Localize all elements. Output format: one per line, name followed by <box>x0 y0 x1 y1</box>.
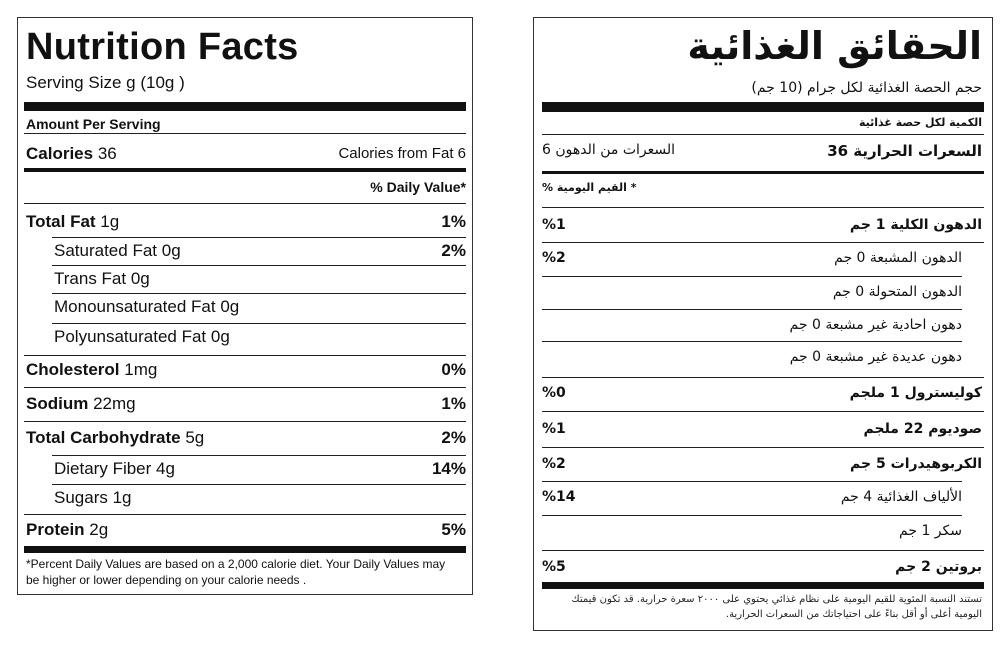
nutrient-label-arabic: بروتين 2 جم <box>895 559 982 575</box>
nutrient-label: Total Carbohydrate <box>26 428 186 447</box>
divider <box>24 514 466 515</box>
calories-arabic: السعرات الحرارية 36 <box>827 142 982 160</box>
divider <box>542 411 984 412</box>
footnote-arabic: تستند النسبة المئوية للقيم اليومية على نظام غذائي يحتوي على ٢٠٠٠ سعرة حرارية. قد تكون قيمتك اليومية أعلى أو أقل بناءً على احتياجاتك من السعرات الحرارية. <box>571 594 982 620</box>
nutrient-row-cholesterol <box>26 360 466 380</box>
divider <box>542 550 984 551</box>
divider <box>542 481 962 482</box>
nutrition-label-english <box>17 17 473 595</box>
nutrient-label: Total Fat <box>26 212 101 231</box>
nutrient-row-total-carbohydrate <box>26 428 466 448</box>
nutrient-label: Polyunsaturated Fat <box>54 327 211 346</box>
nutrient-row-protein <box>26 520 466 540</box>
nutrient-amount: 5g <box>185 428 205 447</box>
nutrient-label-arabic: الدهون المشبعة 0 جم <box>834 250 962 266</box>
nutrient-dv: 1% <box>441 394 466 413</box>
nutrient-label-arabic: سكر 1 جم <box>899 523 962 539</box>
nutrient-amount: 2g <box>89 520 109 539</box>
nutrient-row-dietary-fiber <box>54 459 466 479</box>
nutrient-amount: 1mg <box>124 360 158 379</box>
nutrient-amount: 1g <box>100 212 120 231</box>
nutrient-label-arabic: الدهون الكلية 1 جم <box>849 217 982 233</box>
nutrient-dv: 5% <box>441 520 466 539</box>
daily-value-header: % Daily Value* <box>370 179 466 195</box>
nutrient-amount: 4g <box>156 459 175 478</box>
calories-label: Calories <box>26 144 98 163</box>
divider <box>542 515 962 516</box>
nutrient-dv-arabic: %0 <box>542 385 566 401</box>
medium-divider <box>24 168 466 172</box>
divider <box>542 276 962 277</box>
nutrient-label-arabic: الكربوهيدرات 5 جم <box>850 456 982 472</box>
nutrient-label-arabic: كوليسترول 1 ملجم <box>849 385 982 401</box>
divider <box>24 133 466 134</box>
nutrient-amount: 22mg <box>93 394 136 413</box>
nutrient-label-arabic: صوديوم 22 ملجم <box>863 421 982 437</box>
nutrient-label: Dietary Fiber <box>54 459 157 478</box>
thick-divider <box>542 102 984 112</box>
divider <box>542 134 984 135</box>
calories-value: 36 <box>97 144 117 163</box>
nutrient-label-arabic: دهون احادية غير مشبعة 0 جم <box>789 317 962 333</box>
divider <box>52 293 466 294</box>
divider <box>24 387 466 388</box>
serving-size: Serving Size g (10g ) <box>26 73 185 92</box>
nutrient-amount: 1g <box>112 488 132 507</box>
divider <box>542 309 962 310</box>
thick-divider <box>24 546 466 553</box>
label-title: Nutrition Facts <box>26 26 299 68</box>
nutrient-dv: 0% <box>441 360 466 379</box>
calories-row <box>26 144 466 164</box>
divider <box>542 207 984 208</box>
nutrient-dv: 1% <box>441 212 466 231</box>
nutrient-row-trans-fat <box>54 269 466 289</box>
calories-from-fat: Calories from Fat 6 <box>338 145 466 162</box>
divider <box>52 237 466 238</box>
divider <box>24 203 466 204</box>
thick-divider <box>24 102 466 111</box>
medium-divider <box>542 171 984 174</box>
divider <box>542 242 984 243</box>
nutrient-dv: 14% <box>431 459 466 478</box>
nutrition-label-arabic <box>533 17 993 631</box>
amount-per-serving: Amount Per Serving <box>26 116 161 132</box>
nutrient-row-saturated-fat <box>54 241 466 261</box>
nutrient-amount: 0g <box>130 269 150 288</box>
amount-per-serving-arabic: الكمية لكل حصة غذائية <box>858 116 982 129</box>
nutrient-amount: 0g <box>161 241 181 260</box>
divider <box>24 421 466 422</box>
nutrient-label: Sodium <box>26 394 94 413</box>
nutrient-amount: 0g <box>220 297 240 316</box>
nutrient-dv-arabic: %2 <box>542 456 566 472</box>
serving-size-arabic: حجم الحصة الغذائية لكل جرام (10 جم) <box>751 80 982 96</box>
divider <box>542 377 984 378</box>
nutrient-dv-arabic: %1 <box>542 217 566 233</box>
nutrient-row-sugars <box>54 488 466 508</box>
nutrient-label: Cholesterol <box>26 360 125 379</box>
divider <box>52 484 466 485</box>
calories-from-fat-arabic: السعرات من الدهون 6 <box>542 142 676 158</box>
nutrient-row-polyunsaturated-fat <box>54 327 466 347</box>
divider <box>24 355 466 356</box>
divider <box>52 323 466 324</box>
thick-divider <box>542 582 984 589</box>
divider <box>542 447 984 448</box>
nutrient-dv: 2% <box>441 428 466 447</box>
nutrient-row-sodium <box>26 394 466 414</box>
nutrient-label: Sugars <box>54 488 113 507</box>
nutrient-label-arabic: دهون عديدة غير مشبعة 0 جم <box>789 349 962 365</box>
nutrient-dv-arabic: %1 <box>542 421 566 437</box>
nutrient-label: Saturated Fat <box>54 241 162 260</box>
nutrient-label: Trans Fat <box>54 269 131 288</box>
nutrient-dv-arabic: %14 <box>542 489 576 505</box>
nutrient-label: Protein <box>26 520 90 539</box>
nutrient-dv: 2% <box>441 241 466 260</box>
divider <box>542 341 962 342</box>
nutrient-row-monounsaturated-fat <box>54 297 466 317</box>
divider <box>52 265 466 266</box>
divider <box>52 455 466 456</box>
daily-value-header-arabic: * القيم اليومية % <box>542 181 637 194</box>
nutrient-amount: 0g <box>210 327 230 346</box>
nutrient-row-total-fat <box>26 212 466 232</box>
footnote: *Percent Daily Values are based on a 2,000 calorie diet. Your Daily Values may be higher or lower depending on your calorie needs . <box>26 557 446 587</box>
label-title-arabic: الحقائق الغذائية <box>687 24 982 68</box>
nutrient-label-arabic: الدهون المتحولة 0 جم <box>832 284 962 300</box>
nutrient-dv-arabic: %2 <box>542 250 566 266</box>
nutrient-dv-arabic: %5 <box>542 559 566 575</box>
nutrient-label-arabic: الألياف الغذائية 4 جم <box>840 489 962 505</box>
nutrient-label: Monounsaturated Fat <box>54 297 221 316</box>
